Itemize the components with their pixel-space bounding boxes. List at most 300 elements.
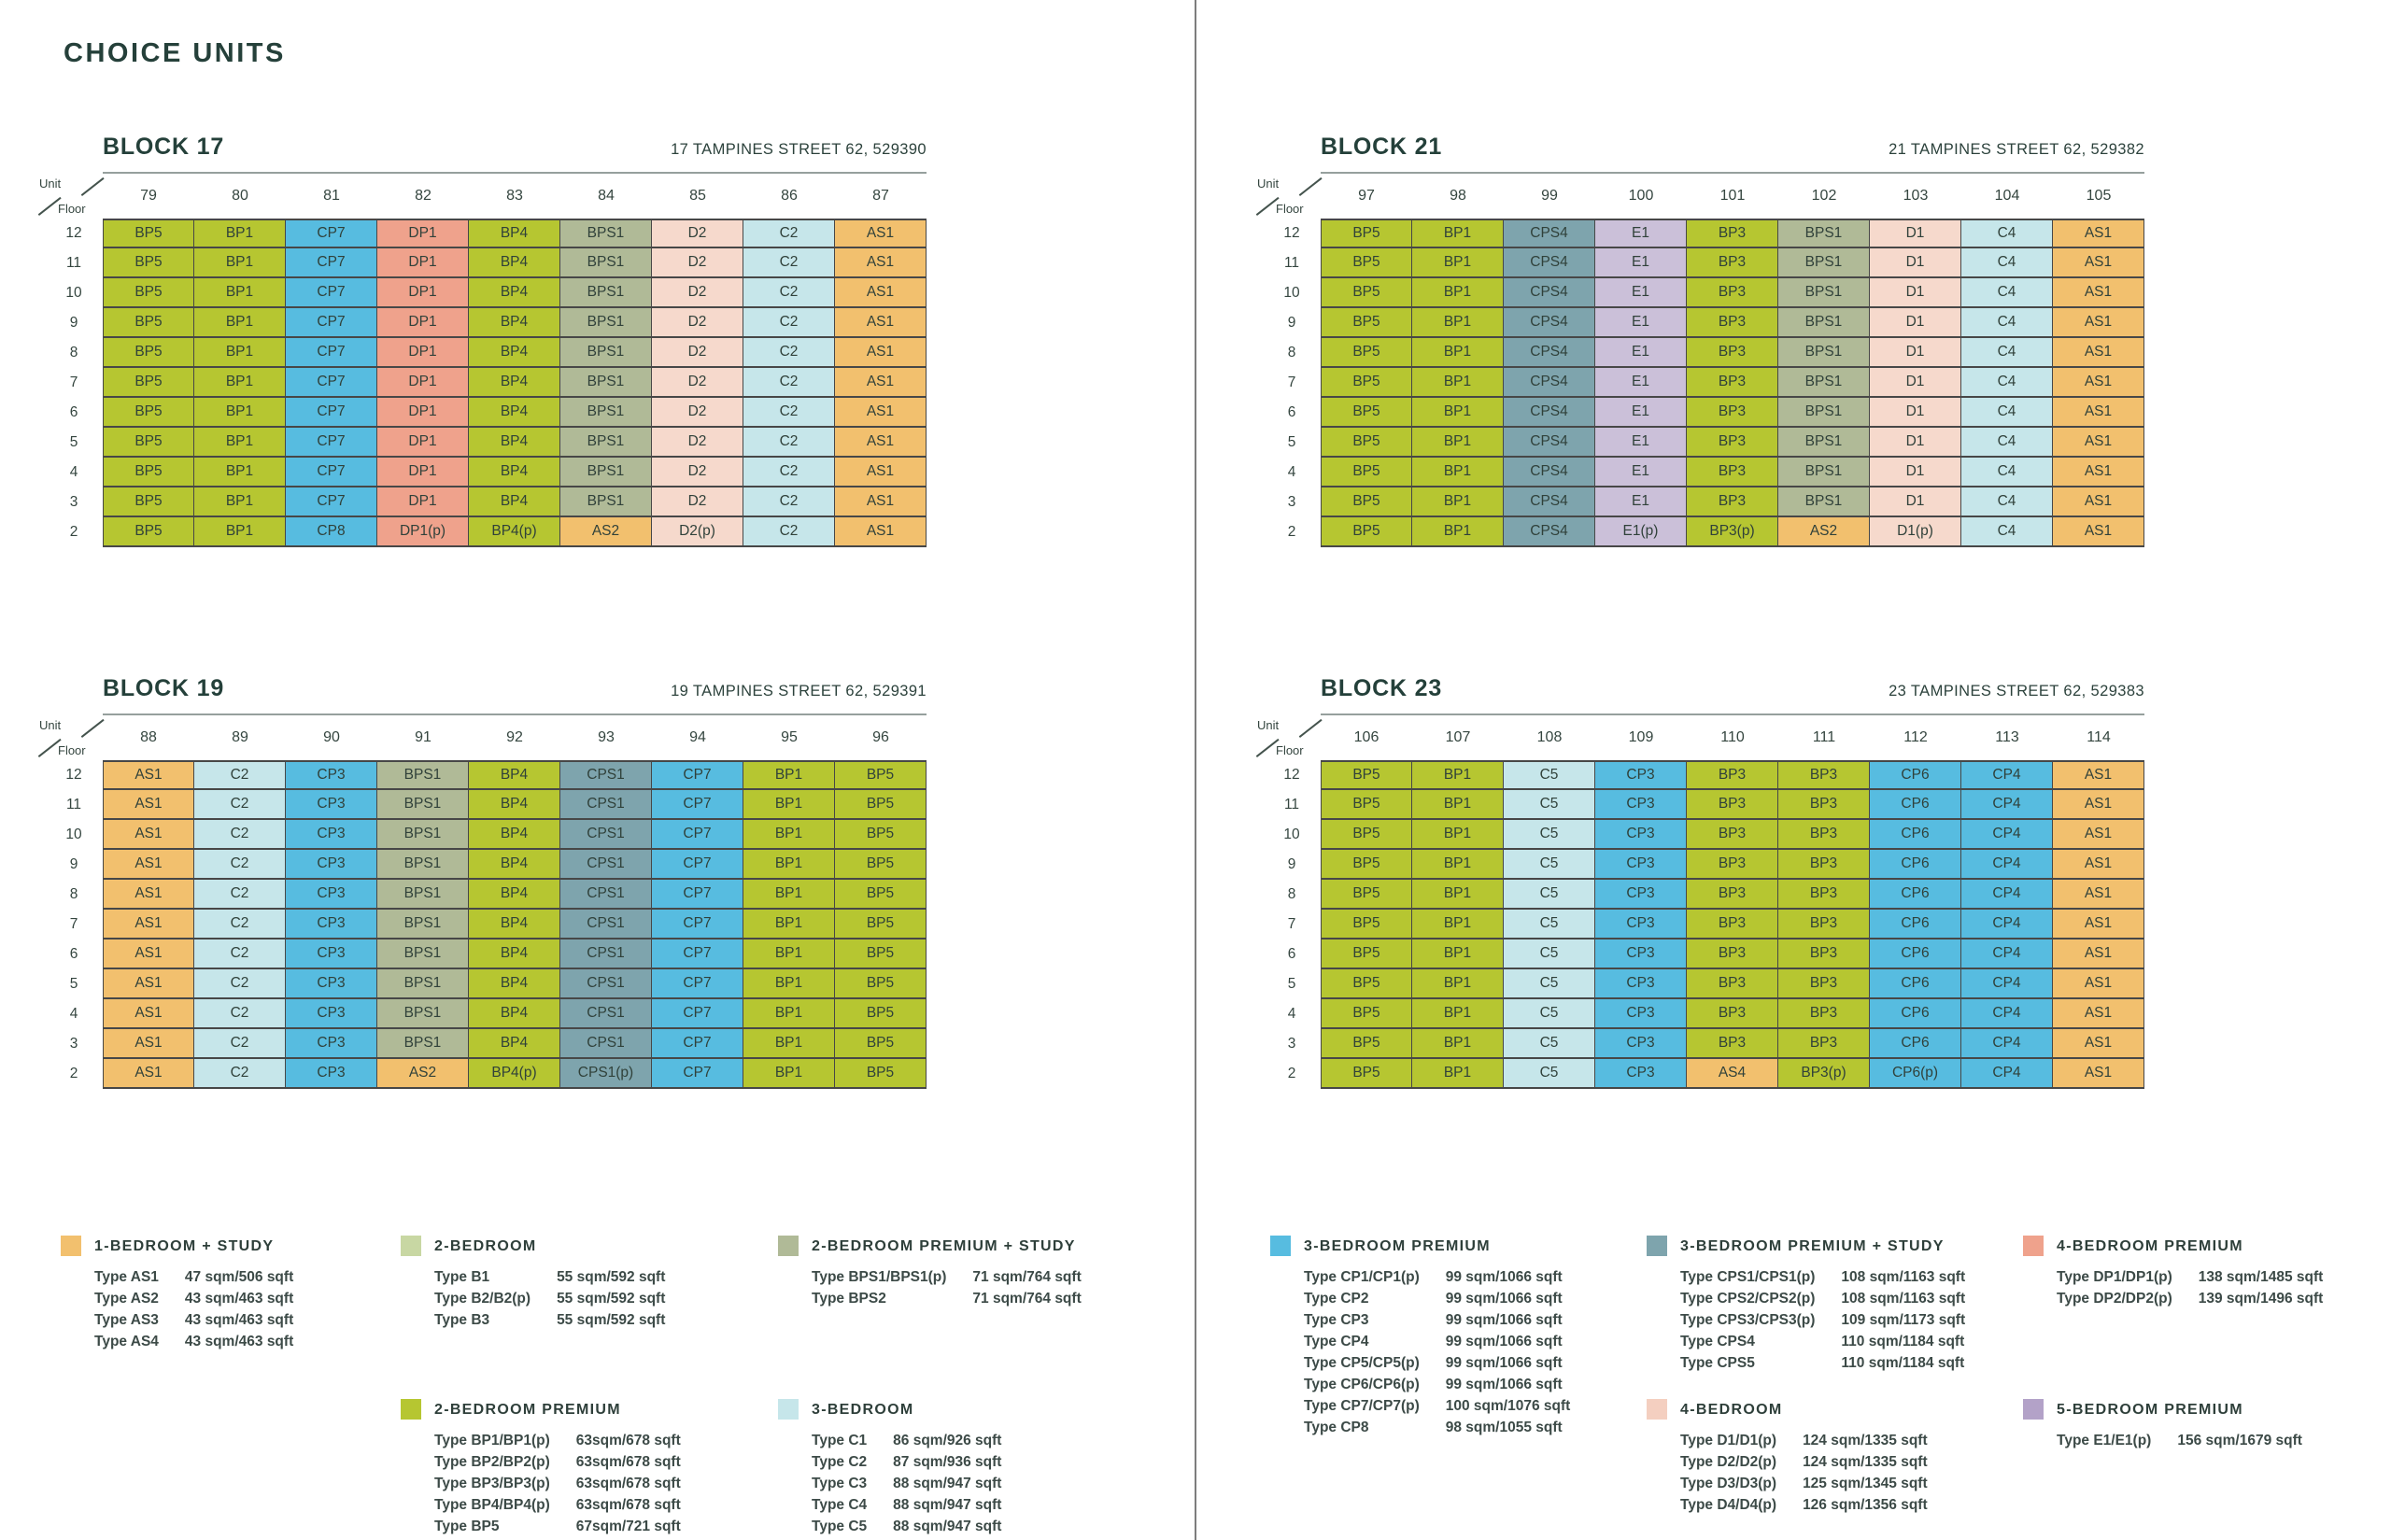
unit-cell: AS1 bbox=[835, 368, 927, 398]
block-17-panel bbox=[39, 134, 927, 547]
unit-cell: BP5 bbox=[1321, 487, 1412, 517]
unit-cell: C4 bbox=[1961, 308, 2053, 338]
unit-cell: AS1 bbox=[103, 910, 194, 940]
floor-label: 6 bbox=[69, 404, 78, 420]
unit-cell: CP6 bbox=[1870, 790, 1961, 820]
block-address: 23 TAMPINES STREET 62, 529383 bbox=[1889, 683, 2144, 699]
unit-cell: AS1 bbox=[2053, 1029, 2144, 1059]
unit-type-label: Type D2/D2(p) bbox=[1680, 1454, 1777, 1470]
unit-type-label: Type B1 bbox=[434, 1269, 490, 1285]
unit-cell: CP7 bbox=[286, 368, 377, 398]
unit-floor-corner: Unit Floor bbox=[45, 174, 103, 219]
unit-cell: CP7 bbox=[286, 248, 377, 278]
unit-cell: CP3 bbox=[1595, 910, 1687, 940]
unit-cell: DP1 bbox=[377, 428, 469, 458]
unit-cell: AS1 bbox=[2053, 368, 2144, 398]
unit-cell: D2 bbox=[652, 278, 743, 308]
floor-label: 12 bbox=[65, 225, 82, 241]
unit-cell: CP3 bbox=[1595, 999, 1687, 1029]
unit-number-row bbox=[39, 715, 927, 760]
unit-type-label: Type B3 bbox=[434, 1312, 490, 1328]
unit-type-label: Type DP2/DP2(p) bbox=[2057, 1291, 2172, 1307]
unit-cell: BPS1 bbox=[560, 248, 652, 278]
unit-type-label: Type DP1/DP1(p) bbox=[2057, 1269, 2172, 1285]
unit-cell: CP4 bbox=[1961, 850, 2053, 880]
unit-cell: CP4 bbox=[1961, 1059, 2053, 1089]
unit-cell: BP4 bbox=[469, 999, 560, 1029]
unit-size-value: 124 sqm/1335 sqft bbox=[1803, 1433, 1928, 1448]
unit-size-value: 63sqm/678 sqft bbox=[575, 1454, 681, 1470]
unit-cell: BP4 bbox=[469, 368, 560, 398]
unit-cell: BP5 bbox=[103, 398, 194, 428]
block-23-panel bbox=[1257, 675, 2144, 1089]
unit-cell: BP5 bbox=[1321, 999, 1412, 1029]
unit-cell: BPS1 bbox=[560, 428, 652, 458]
unit-cell: BP5 bbox=[1321, 1059, 1412, 1089]
legend-group-4-bedroom bbox=[1647, 1399, 1928, 1516]
unit-cell: C4 bbox=[1961, 338, 2053, 368]
unit-cell: BP4 bbox=[469, 910, 560, 940]
block-header bbox=[103, 675, 927, 715]
unit-cell: BP5 bbox=[1321, 910, 1412, 940]
unit-cell: BP1 bbox=[1412, 1029, 1504, 1059]
floor-label: 11 bbox=[65, 797, 82, 812]
unit-number: 106 bbox=[1353, 729, 1379, 745]
unit-type-label: Type CPS5 bbox=[1680, 1355, 1755, 1371]
unit-cell: DP1 bbox=[377, 368, 469, 398]
unit-cell: CPS4 bbox=[1504, 248, 1595, 278]
unit-number: 113 bbox=[1995, 729, 2019, 745]
unit-size-value: 139 sqm/1496 sqft bbox=[2198, 1291, 2324, 1307]
unit-number: 111 bbox=[1812, 729, 1836, 745]
unit-cell: CP3 bbox=[286, 820, 377, 850]
unit-type-label: Type C2 bbox=[812, 1454, 868, 1470]
unit-cell: BP5 bbox=[1321, 760, 1412, 790]
legend-rows bbox=[1304, 1266, 1570, 1438]
unit-cell: C2 bbox=[194, 969, 286, 999]
unit-cell: AS2 bbox=[1778, 517, 1870, 547]
unit-size-value: 71 sqm/764 sqft bbox=[972, 1291, 1082, 1307]
legend-title: 2-BEDROOM PREMIUM + STUDY bbox=[812, 1238, 1076, 1254]
unit-type-label: Type CP5/CP5(p) bbox=[1304, 1355, 1420, 1371]
unit-cell: CP3 bbox=[286, 969, 377, 999]
unit-cell: BP4(p) bbox=[469, 1059, 560, 1089]
unit-cell: BP5 bbox=[1321, 790, 1412, 820]
unit-cell: CP3 bbox=[286, 760, 377, 790]
unit-size-value: 99 sqm/1066 sqft bbox=[1445, 1312, 1563, 1328]
unit-cell: C2 bbox=[743, 458, 835, 487]
unit-cell: BPS1 bbox=[1778, 368, 1870, 398]
unit-type-label: Type BP2/BP2(p) bbox=[434, 1454, 550, 1470]
unit-cell: BP3 bbox=[1687, 487, 1778, 517]
unit-cell: BP3 bbox=[1778, 850, 1870, 880]
unit-cell: CPS4 bbox=[1504, 338, 1595, 368]
unit-cell: BP3 bbox=[1687, 820, 1778, 850]
unit-cell: AS1 bbox=[103, 1029, 194, 1059]
unit-cell: BP1 bbox=[1412, 308, 1504, 338]
unit-cell: BP1 bbox=[1412, 820, 1504, 850]
unit-cell: BP5 bbox=[103, 219, 194, 248]
unit-number: 108 bbox=[1536, 729, 1563, 745]
unit-cell: BP5 bbox=[103, 428, 194, 458]
unit-cell: D2(p) bbox=[652, 517, 743, 547]
block-title: BLOCK 23 bbox=[1321, 675, 1443, 701]
unit-cell: BPS1 bbox=[560, 338, 652, 368]
unit-cell: BP5 bbox=[835, 1059, 927, 1089]
unit-type-label: Type C3 bbox=[812, 1476, 868, 1491]
unit-cell: CPS4 bbox=[1504, 368, 1595, 398]
unit-number-row bbox=[1257, 174, 2144, 219]
unit-floor-corner: Unit Floor bbox=[45, 715, 103, 760]
unit-cell: C2 bbox=[194, 820, 286, 850]
unit-cell: D2 bbox=[652, 248, 743, 278]
unit-cell: D1(p) bbox=[1870, 517, 1961, 547]
unit-number: 99 bbox=[1541, 188, 1558, 204]
unit-cell: CP4 bbox=[1961, 790, 2053, 820]
unit-cell: BP3 bbox=[1687, 398, 1778, 428]
unit-cell: CPS1 bbox=[560, 999, 652, 1029]
unit-cell: D1 bbox=[1870, 428, 1961, 458]
legend-group-2-bedroom-premium bbox=[401, 1399, 681, 1537]
unit-cell: BP5 bbox=[1321, 248, 1412, 278]
unit-type-label: Type D3/D3(p) bbox=[1680, 1476, 1777, 1491]
unit-number: 102 bbox=[1811, 188, 1837, 204]
unit-cell: CP3 bbox=[1595, 850, 1687, 880]
floor-label: 6 bbox=[1287, 404, 1296, 420]
unit-type-label: Type CPS3/CPS3(p) bbox=[1680, 1312, 1816, 1328]
color-swatch bbox=[401, 1399, 421, 1420]
legend-title: 4-BEDROOM bbox=[1680, 1402, 1783, 1418]
unit-number: 83 bbox=[506, 188, 523, 204]
unit-size-value: 99 sqm/1066 sqft bbox=[1445, 1355, 1563, 1371]
unit-type-label: Type D1/D1(p) bbox=[1680, 1433, 1777, 1448]
unit-number: 114 bbox=[2087, 729, 2111, 745]
unit-cell: BPS1 bbox=[377, 940, 469, 969]
unit-type-label: Type B2/B2(p) bbox=[434, 1291, 531, 1307]
unit-cell: BPS1 bbox=[560, 458, 652, 487]
unit-cell: AS2 bbox=[377, 1059, 469, 1089]
unit-cell: AS1 bbox=[2053, 940, 2144, 969]
unit-cell: AS1 bbox=[835, 219, 927, 248]
unit-cell: CP4 bbox=[1961, 820, 2053, 850]
unit-cell: CP8 bbox=[286, 517, 377, 547]
unit-cell: BP1 bbox=[1412, 1059, 1504, 1089]
unit-type-label: Type AS1 bbox=[94, 1269, 159, 1285]
unit-cell: BP4 bbox=[469, 940, 560, 969]
unit-type-label: Type CPS1/CPS1(p) bbox=[1680, 1269, 1816, 1285]
unit-cell: C4 bbox=[1961, 458, 2053, 487]
unit-cell: BPS1 bbox=[560, 308, 652, 338]
unit-cell: BP5 bbox=[1321, 969, 1412, 999]
floor-label: 9 bbox=[1287, 856, 1296, 872]
color-swatch bbox=[778, 1399, 799, 1420]
unit-cell: CP3 bbox=[1595, 1059, 1687, 1089]
unit-cell: C2 bbox=[194, 940, 286, 969]
unit-cell: CP3 bbox=[286, 880, 377, 910]
unit-cell: BP5 bbox=[1321, 398, 1412, 428]
unit-cell: C4 bbox=[1961, 368, 2053, 398]
unit-size-value: 47 sqm/506 sqft bbox=[184, 1269, 294, 1285]
unit-cell: CPS1 bbox=[560, 880, 652, 910]
unit-cell: BP5 bbox=[1321, 428, 1412, 458]
unit-grid bbox=[1263, 760, 2144, 1089]
floor-label: 2 bbox=[69, 524, 78, 540]
unit-type-label: Type BPS1/BPS1(p) bbox=[812, 1269, 947, 1285]
unit-cell: BP5 bbox=[1321, 850, 1412, 880]
unit-cell: CP3 bbox=[286, 1029, 377, 1059]
unit-cell: AS1 bbox=[2053, 999, 2144, 1029]
unit-cell: AS1 bbox=[103, 969, 194, 999]
unit-cell: AS1 bbox=[103, 1059, 194, 1089]
floor-label: 4 bbox=[1287, 1006, 1296, 1022]
floor-label: 2 bbox=[69, 1066, 78, 1081]
unit-cell: BPS1 bbox=[1778, 487, 1870, 517]
unit-cell: BP3 bbox=[1687, 248, 1778, 278]
unit-cell: C2 bbox=[743, 368, 835, 398]
floor-label: 8 bbox=[1287, 886, 1296, 902]
unit-cell: BP5 bbox=[103, 517, 194, 547]
unit-cell: E1 bbox=[1595, 458, 1687, 487]
unit-cell: C4 bbox=[1961, 487, 2053, 517]
unit-cell: AS1 bbox=[835, 428, 927, 458]
unit-number: 88 bbox=[140, 729, 157, 745]
unit-cell: D1 bbox=[1870, 398, 1961, 428]
center-divider-line bbox=[1195, 0, 1196, 1540]
unit-cell: C2 bbox=[194, 999, 286, 1029]
unit-cell: C5 bbox=[1504, 910, 1595, 940]
unit-cell: CP4 bbox=[1961, 910, 2053, 940]
unit-cell: CP7 bbox=[652, 790, 743, 820]
unit-cell: BP4(p) bbox=[469, 517, 560, 547]
floor-label: 12 bbox=[65, 767, 82, 783]
unit-cell: BP1 bbox=[1412, 999, 1504, 1029]
unit-type-label: Type CP3 bbox=[1304, 1312, 1369, 1328]
unit-size-value: 99 sqm/1066 sqft bbox=[1445, 1269, 1563, 1285]
unit-cell: BP5 bbox=[1321, 308, 1412, 338]
unit-cell: BPS1 bbox=[560, 398, 652, 428]
unit-type-label: Type AS3 bbox=[94, 1312, 159, 1328]
page-title: CHOICE UNITS bbox=[64, 38, 286, 69]
unit-cell: BP3 bbox=[1687, 940, 1778, 969]
diagonal-slash bbox=[81, 177, 105, 196]
unit-cell: AS1 bbox=[835, 398, 927, 428]
unit-cell: CPS4 bbox=[1504, 308, 1595, 338]
unit-type-label: Type CP7/CP7(p) bbox=[1304, 1398, 1420, 1414]
unit-cell: BP1 bbox=[1412, 248, 1504, 278]
unit-cell: AS1 bbox=[2053, 428, 2144, 458]
unit-cell: C4 bbox=[1961, 219, 2053, 248]
unit-cell: CP4 bbox=[1961, 1029, 2053, 1059]
unit-size-value: 98 sqm/1055 sqft bbox=[1445, 1420, 1563, 1435]
unit-type-label: Type D4/D4(p) bbox=[1680, 1497, 1777, 1513]
unit-number: 85 bbox=[689, 188, 706, 204]
unit-cell: BP3 bbox=[1778, 820, 1870, 850]
unit-cell: E1 bbox=[1595, 428, 1687, 458]
unit-size-value: 55 sqm/592 sqft bbox=[557, 1291, 666, 1307]
legend-group-3-bedroom-premium bbox=[1270, 1236, 1570, 1438]
unit-type-label: Type AS2 bbox=[94, 1291, 159, 1307]
unit-cell: BP5 bbox=[835, 1029, 927, 1059]
legend-title: 5-BEDROOM PREMIUM bbox=[2057, 1402, 2243, 1418]
legend-rows bbox=[2057, 1430, 2302, 1451]
unit-cell: BP3 bbox=[1687, 969, 1778, 999]
unit-cell: D1 bbox=[1870, 219, 1961, 248]
unit-cell: CP6 bbox=[1870, 969, 1961, 999]
unit-cell: C5 bbox=[1504, 999, 1595, 1029]
unit-cell: BPS1 bbox=[377, 880, 469, 910]
unit-cell: AS1 bbox=[2053, 850, 2144, 880]
unit-cell: BP1 bbox=[743, 850, 835, 880]
unit-cell: CP7 bbox=[652, 999, 743, 1029]
block-address: 21 TAMPINES STREET 62, 529382 bbox=[1889, 141, 2144, 158]
unit-size-value: 63sqm/678 sqft bbox=[575, 1476, 681, 1491]
unit-cell: CP4 bbox=[1961, 969, 2053, 999]
legend-group-2-bedroom-premium-study bbox=[778, 1236, 1082, 1309]
unit-cell: AS1 bbox=[835, 487, 927, 517]
unit-cell: BP1 bbox=[743, 1029, 835, 1059]
unit-size-value: 108 sqm/1163 sqft bbox=[1841, 1269, 1966, 1285]
unit-type-label: Type BPS2 bbox=[812, 1291, 886, 1307]
unit-cell: C4 bbox=[1961, 517, 2053, 547]
unit-type-label: Type CP8 bbox=[1304, 1420, 1369, 1435]
block-21-panel bbox=[1257, 134, 2144, 547]
floor-label: 7 bbox=[1287, 916, 1296, 932]
unit-grid bbox=[45, 219, 927, 547]
unit-cell: CPS4 bbox=[1504, 458, 1595, 487]
unit-cell: BP5 bbox=[103, 338, 194, 368]
unit-cell: C2 bbox=[743, 517, 835, 547]
unit-cell: BPS1 bbox=[1778, 219, 1870, 248]
unit-cell: BP1 bbox=[743, 760, 835, 790]
unit-cell: BP1 bbox=[743, 999, 835, 1029]
legend-group-3-bedroom bbox=[778, 1399, 1001, 1537]
unit-cell: BP1 bbox=[743, 940, 835, 969]
legend-title: 2-BEDROOM bbox=[434, 1238, 537, 1254]
unit-cell: D1 bbox=[1870, 278, 1961, 308]
unit-cell: D2 bbox=[652, 368, 743, 398]
color-swatch bbox=[778, 1236, 799, 1256]
floor-label: 4 bbox=[69, 464, 78, 480]
unit-cell: BPS1 bbox=[377, 969, 469, 999]
unit-cell: AS1 bbox=[2053, 760, 2144, 790]
unit-cell: BP4 bbox=[469, 458, 560, 487]
diagonal-slash bbox=[1299, 177, 1323, 196]
unit-size-value: 63sqm/678 sqft bbox=[575, 1433, 681, 1448]
unit-type-label: Type C4 bbox=[812, 1497, 868, 1513]
unit-cell: BP5 bbox=[103, 278, 194, 308]
unit-cell: CP7 bbox=[652, 820, 743, 850]
unit-type-label: Type CPS4 bbox=[1680, 1334, 1755, 1349]
unit-cell: CPS1(p) bbox=[560, 1059, 652, 1089]
unit-cell: AS1 bbox=[2053, 398, 2144, 428]
unit-cell: DP1(p) bbox=[377, 517, 469, 547]
color-swatch bbox=[1647, 1236, 1667, 1256]
unit-cell: BP5 bbox=[1321, 278, 1412, 308]
unit-cell: CPS1 bbox=[560, 760, 652, 790]
unit-cell: BPS1 bbox=[560, 368, 652, 398]
unit-size-value: 109 sqm/1173 sqft bbox=[1841, 1312, 1966, 1328]
unit-cell: BP1 bbox=[194, 428, 286, 458]
unit-size-value: 124 sqm/1335 sqft bbox=[1803, 1454, 1928, 1470]
unit-cell: CP7 bbox=[652, 969, 743, 999]
unit-cell: BP3 bbox=[1778, 760, 1870, 790]
unit-size-value: 110 sqm/1184 sqft bbox=[1841, 1334, 1965, 1349]
unit-cell: CP7 bbox=[652, 850, 743, 880]
unit-cell: C2 bbox=[743, 398, 835, 428]
unit-cell: C5 bbox=[1504, 820, 1595, 850]
unit-cell: AS1 bbox=[103, 940, 194, 969]
unit-cell: BP1 bbox=[1412, 278, 1504, 308]
unit-cell: BP1 bbox=[194, 487, 286, 517]
unit-cell: CP4 bbox=[1961, 999, 2053, 1029]
unit-cell: CP3 bbox=[286, 999, 377, 1029]
unit-cell: BP1 bbox=[1412, 219, 1504, 248]
unit-number: 107 bbox=[1445, 729, 1471, 745]
unit-cell: CPS1 bbox=[560, 910, 652, 940]
unit-cell: BP1 bbox=[194, 398, 286, 428]
unit-cell: C4 bbox=[1961, 428, 2053, 458]
unit-cell: CP3 bbox=[1595, 880, 1687, 910]
block-title: BLOCK 19 bbox=[103, 675, 225, 701]
unit-cell: CP6 bbox=[1870, 820, 1961, 850]
unit-cell: BP5 bbox=[103, 308, 194, 338]
unit-cell: AS1 bbox=[835, 248, 927, 278]
unit-type-label: Type CP1/CP1(p) bbox=[1304, 1269, 1420, 1285]
unit-cell: AS1 bbox=[2053, 278, 2144, 308]
unit-cell: BP5 bbox=[835, 760, 927, 790]
unit-cell: BP1 bbox=[194, 248, 286, 278]
unit-cell: BP5 bbox=[1321, 219, 1412, 248]
unit-cell: C5 bbox=[1504, 1059, 1595, 1089]
unit-cell: BP5 bbox=[1321, 338, 1412, 368]
unit-cell: BP3 bbox=[1778, 969, 1870, 999]
unit-cell: BP4 bbox=[469, 820, 560, 850]
unit-type-label: Type BP1/BP1(p) bbox=[434, 1433, 550, 1448]
unit-size-value: 86 sqm/926 sqft bbox=[893, 1433, 1002, 1448]
unit-cell: BP1 bbox=[1412, 910, 1504, 940]
floor-label: 8 bbox=[69, 345, 78, 360]
floor-label: 8 bbox=[1287, 345, 1296, 360]
unit-cell: BP3 bbox=[1778, 880, 1870, 910]
unit-cell: BP5 bbox=[835, 969, 927, 999]
unit-cell: D2 bbox=[652, 428, 743, 458]
unit-cell: BPS1 bbox=[560, 278, 652, 308]
unit-size-value: 138 sqm/1485 sqft bbox=[2198, 1269, 2324, 1285]
unit-cell: BP1 bbox=[1412, 850, 1504, 880]
unit-cell: BP4 bbox=[469, 308, 560, 338]
unit-cell: BP3 bbox=[1687, 880, 1778, 910]
unit-cell: CP6 bbox=[1870, 910, 1961, 940]
unit-number: 92 bbox=[506, 729, 523, 745]
unit-cell: BP1 bbox=[1412, 790, 1504, 820]
block-header bbox=[1321, 134, 2144, 174]
unit-type-label: Type CP6/CP6(p) bbox=[1304, 1377, 1420, 1392]
unit-cell: CP6 bbox=[1870, 1029, 1961, 1059]
unit-cell: BP5 bbox=[1321, 517, 1412, 547]
unit-cell: AS1 bbox=[2053, 1059, 2144, 1089]
unit-cell: AS1 bbox=[2053, 458, 2144, 487]
unit-cell: BPS1 bbox=[377, 910, 469, 940]
unit-number: 87 bbox=[872, 188, 889, 204]
unit-number: 112 bbox=[1903, 729, 1928, 745]
unit-cell: C5 bbox=[1504, 790, 1595, 820]
unit-cell: BP5 bbox=[835, 999, 927, 1029]
unit-cell: CP3 bbox=[286, 850, 377, 880]
unit-cell: C5 bbox=[1504, 880, 1595, 910]
unit-cell: BP4 bbox=[469, 880, 560, 910]
unit-cell: BPS1 bbox=[1778, 278, 1870, 308]
unit-cell: BPS1 bbox=[377, 790, 469, 820]
